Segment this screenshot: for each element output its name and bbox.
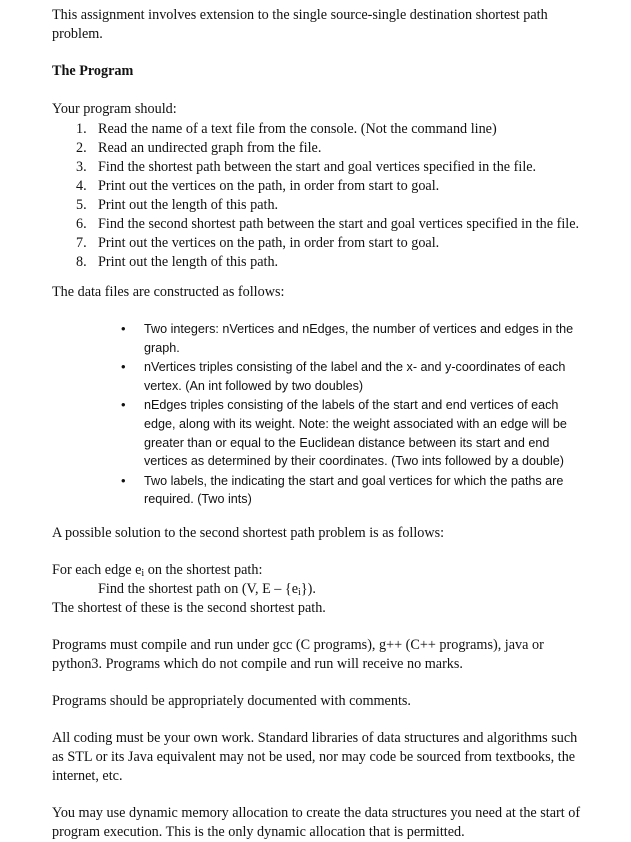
step-number: 5. <box>76 197 87 213</box>
step-number: 1. <box>76 121 87 137</box>
program-lead: Your program should: <box>52 101 177 117</box>
step-text: Print out the vertices on the path, in order from start to goal. <box>98 235 440 251</box>
algorithm-block <box>52 561 592 618</box>
program-step <box>52 253 592 272</box>
step-text: Print out the vertices on the path, in order from start to goal. <box>98 178 440 194</box>
data-file-bullet <box>52 472 592 509</box>
program-step <box>52 177 592 196</box>
program-steps-list <box>52 120 592 272</box>
bullet-icon: • <box>121 397 126 413</box>
algorithm-line-2: Find the shortest path on (V, E – $\{e_i\}$). <box>98 580 316 598</box>
data-file-bullet <box>52 358 592 395</box>
program-step <box>52 120 592 139</box>
program-heading: The Program <box>52 63 134 79</box>
program-step <box>52 139 592 158</box>
step-text: Read the name of a text file from the console. (Not the command line) <box>98 121 497 137</box>
data-file-bullet <box>52 320 592 357</box>
step-number: 6. <box>76 216 87 232</box>
intro-paragraph: This assignment involves extension to the single source-single destination shortest path problem. <box>52 7 548 42</box>
memory-note: You may use dynamic memory allocation to create the data structures you need at the start of program execution. This is the only dynamic allocation that is permitted. <box>52 804 581 840</box>
step-text: Read an undirected graph from the file. <box>98 140 322 156</box>
algorithm-line-1: For each edge $e_i$ on the shortest path: <box>52 561 263 579</box>
program-step <box>52 234 592 253</box>
data-file-bullet <box>52 396 592 470</box>
own-work-note: All coding must be your own work. Standard libraries of data structures and algorithms such as STL or its Java equivalent may not be used, nor may code be sourced from textbooks, the internet, etc. <box>52 729 578 784</box>
data-file-bullets <box>52 320 592 509</box>
program-step <box>52 196 592 215</box>
program-step <box>52 215 592 234</box>
step-number: 7. <box>76 235 87 251</box>
compile-note: Programs must compile and run under gcc (C programs), g++ (C++ programs), java or python3. Programs which do not compile and run will receive no marks. <box>52 636 544 672</box>
algorithm-line-3: The shortest of these is the second shortest path. <box>52 599 326 616</box>
bullet-text: nEdges triples consisting of the labels of the start and end vertices of each edge, along with its weight. Note: the weight associated with an edge will be greater than or equal to the Euclidean distance between its start and end vertices as determined by their coordinates. (Two ints followed by a double) <box>144 398 567 469</box>
bullet-icon: • <box>121 359 126 375</box>
program-step <box>52 158 592 177</box>
step-text: Find the second shortest path between the start and goal vertices specified in the file. <box>98 216 580 232</box>
step-text: Print out the length of this path. <box>98 254 279 270</box>
assignment-document <box>52 6 592 842</box>
bullet-icon: • <box>121 472 126 488</box>
bullet-text: Two labels, the indicating the start and goal vertices for which the paths are required. (Two ints) <box>144 473 564 507</box>
solution-lead: A possible solution to the second shortest path problem is as follows: <box>52 524 445 541</box>
bullet-text: nVertices triples consisting of the label and the x- and y-coordinates of each vertex. (An int followed by two doubles) <box>144 360 566 393</box>
step-number: 3. <box>76 159 87 175</box>
documentation-note: Programs should be appropriately documented with comments. <box>52 692 411 709</box>
data-files-lead: The data files are constructed as follows: <box>52 284 285 300</box>
step-number: 4. <box>76 178 87 194</box>
step-text: Print out the length of this path. <box>98 197 279 213</box>
bullet-icon: • <box>121 321 126 336</box>
step-text: Find the shortest path between the start and goal vertices specified in the file. <box>98 159 537 175</box>
bullet-text: Two integers: nVertices and nEdges, the number of vertices and edges in the graph. <box>144 322 574 355</box>
step-number: 2. <box>76 140 87 156</box>
step-number: 8. <box>76 254 87 270</box>
